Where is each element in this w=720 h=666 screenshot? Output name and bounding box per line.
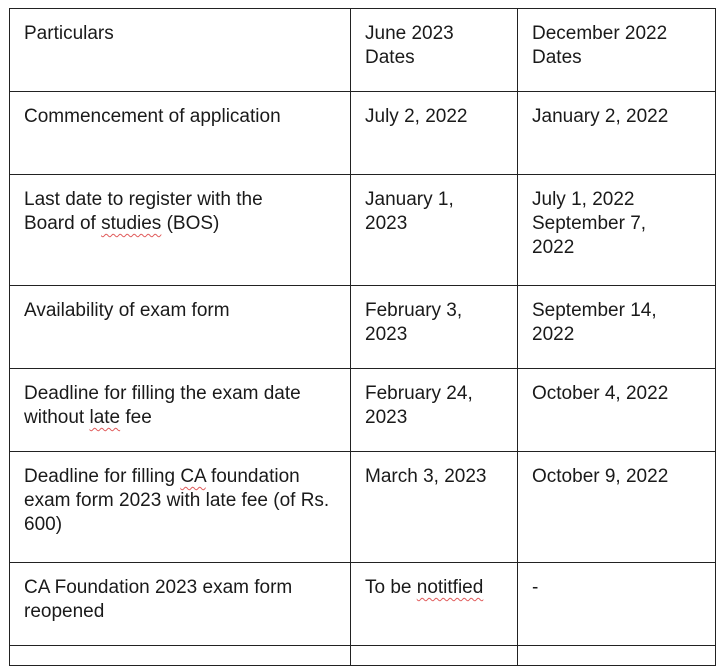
cell-december-2022: October 4, 2022 bbox=[518, 369, 716, 452]
header-particulars bbox=[10, 9, 351, 92]
cell-june-2023: March 3, 2023 bbox=[351, 452, 518, 563]
header-june-line1: June 2023 bbox=[365, 23, 454, 44]
header-june-line2: Dates bbox=[365, 47, 415, 68]
text-segment: Last date to register with the bbox=[24, 189, 263, 210]
cell-june-2023: February 3, 2023 bbox=[351, 286, 518, 369]
cell-june-2023 bbox=[351, 563, 518, 646]
cell-june-2023: January 1, 2023 bbox=[351, 175, 518, 286]
table-row bbox=[10, 92, 716, 175]
text-segment: foundation exam form 2023 with late fee (of Rs. 600) bbox=[24, 466, 330, 535]
cell-june-2023: February 24, 2023 bbox=[351, 369, 518, 452]
table-row bbox=[10, 563, 716, 646]
text-segment: Deadline for filling the exam date without bbox=[24, 383, 301, 428]
cell-december-2022: - bbox=[518, 563, 716, 646]
text-segment: September 7, 2022 bbox=[532, 213, 647, 258]
text-segment: fee bbox=[120, 407, 152, 428]
header-december-line1: December 2022 bbox=[532, 23, 668, 44]
text-segment: (BOS) bbox=[161, 213, 220, 234]
header-december-2022-dates bbox=[518, 9, 716, 92]
cell-particulars bbox=[10, 369, 351, 452]
cell-december-2022: January 2, 2022 bbox=[518, 92, 716, 175]
table-row bbox=[10, 286, 716, 369]
spellcheck-word: notitfied bbox=[416, 577, 484, 598]
header-june-2023-dates bbox=[351, 9, 518, 92]
text-segment: July 1, 2022 bbox=[532, 189, 635, 210]
cell-particulars bbox=[10, 452, 351, 563]
cell-particulars bbox=[10, 175, 351, 286]
spellcheck-word: studies bbox=[101, 213, 162, 234]
table-row bbox=[10, 175, 716, 286]
table-row-empty bbox=[10, 646, 716, 666]
table-row bbox=[10, 369, 716, 452]
table-row bbox=[10, 452, 716, 563]
cell-particulars: Commencement of application bbox=[10, 92, 351, 175]
cell-december-2022: September 14, 2022 bbox=[518, 286, 716, 369]
spellcheck-word: CA bbox=[180, 466, 206, 487]
cell-empty bbox=[10, 646, 351, 666]
cell-june-2023: July 2, 2022 bbox=[351, 92, 518, 175]
text-segment: To be bbox=[365, 577, 417, 598]
cell-december-2022 bbox=[518, 175, 716, 286]
header-particulars-label: Particulars bbox=[24, 23, 114, 44]
cell-empty bbox=[518, 646, 716, 666]
table-header-row bbox=[10, 9, 716, 92]
header-december-line2: Dates bbox=[532, 47, 582, 68]
cell-particulars: CA Foundation 2023 exam form reopened bbox=[10, 563, 351, 646]
text-segment: Deadline for filling bbox=[24, 466, 181, 487]
text-segment: Board of bbox=[24, 213, 102, 234]
exam-schedule-table bbox=[9, 8, 716, 666]
spellcheck-word: late bbox=[89, 407, 121, 428]
cell-empty bbox=[351, 646, 518, 666]
cell-december-2022: October 9, 2022 bbox=[518, 452, 716, 563]
cell-particulars: Availability of exam form bbox=[10, 286, 351, 369]
